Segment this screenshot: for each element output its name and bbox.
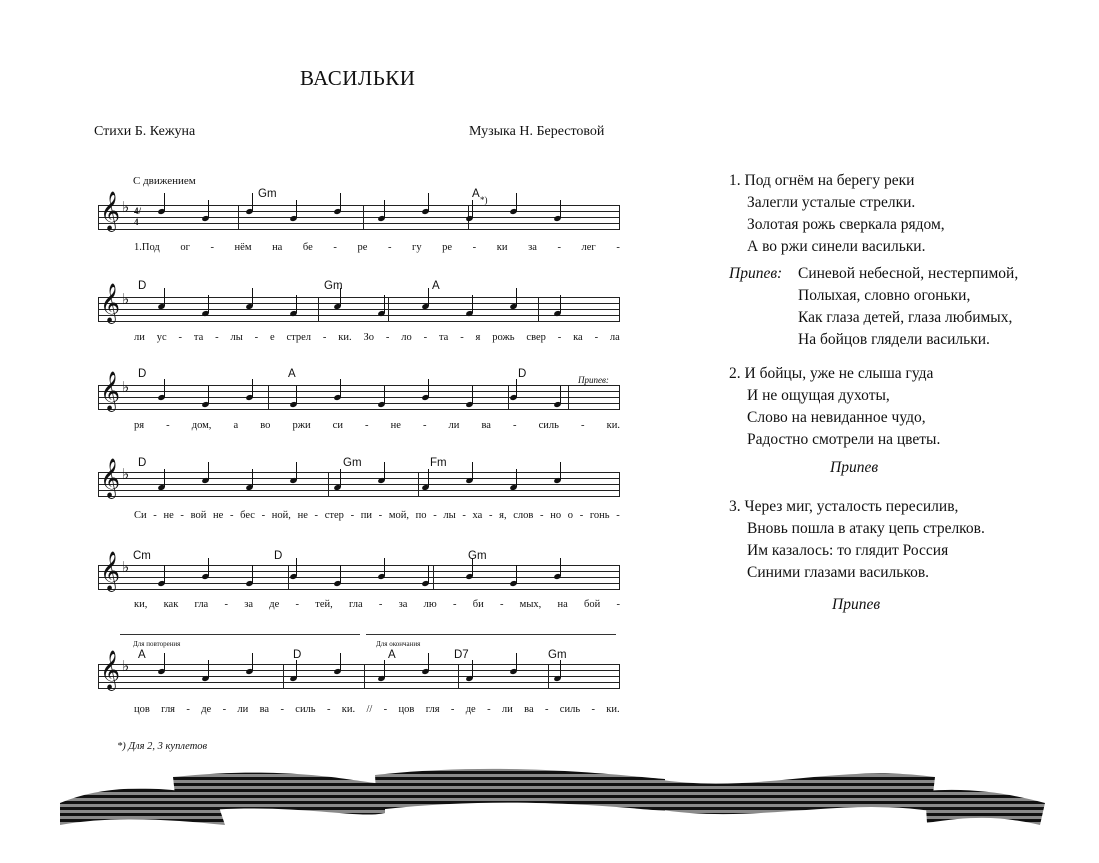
syllable: гля bbox=[161, 704, 176, 715]
chord-symbol: D bbox=[138, 280, 147, 292]
syllable: я, bbox=[499, 510, 507, 521]
chord-symbol: Gm bbox=[324, 280, 343, 292]
syllable: ус bbox=[156, 332, 167, 343]
syllable: та bbox=[438, 332, 449, 343]
syllable: си bbox=[332, 420, 343, 431]
syllable: гля bbox=[425, 704, 440, 715]
volta-1-bracket bbox=[120, 634, 360, 639]
syllable: вой bbox=[190, 510, 207, 521]
note-stem bbox=[428, 469, 429, 487]
syllable: 1.Под bbox=[134, 242, 160, 253]
syllable: во bbox=[260, 420, 271, 431]
syllable: по bbox=[415, 510, 427, 521]
note-stem bbox=[296, 386, 297, 404]
syllable: - bbox=[229, 510, 234, 521]
refrain-label: Припев: bbox=[729, 265, 783, 282]
syllable: - bbox=[215, 332, 219, 343]
note-stem bbox=[560, 200, 561, 218]
syllable: гла bbox=[348, 599, 363, 610]
footnote: *) Для 2, 3 куплетов bbox=[117, 741, 208, 752]
lyrics-syllables-row bbox=[98, 420, 620, 434]
chord-symbol: Cm bbox=[133, 550, 151, 562]
refrain-line: Как глаза детей, глаза любимых, bbox=[798, 309, 1013, 326]
syllable: ржи bbox=[292, 420, 311, 431]
syllable: - bbox=[557, 332, 562, 343]
syllable: силь bbox=[538, 420, 559, 431]
note-stem bbox=[472, 386, 473, 404]
verse-3-line: Вновь пошла в атаку цепь стрелков. bbox=[747, 520, 985, 537]
refrain-line: Синевой небесной, нестерпимой, bbox=[798, 265, 1019, 282]
verse-3-line: Синими глазами васильков. bbox=[747, 564, 930, 581]
syllable: ва bbox=[481, 420, 491, 431]
syllable: но bbox=[550, 510, 562, 521]
syllable: бой bbox=[584, 599, 601, 610]
syllable: - bbox=[385, 332, 390, 343]
chord-symbol: Gm bbox=[548, 649, 567, 661]
syllable: - bbox=[616, 242, 620, 253]
note-stem bbox=[340, 565, 341, 583]
syllable: - bbox=[186, 704, 190, 715]
syllable: // bbox=[366, 704, 373, 715]
key-signature-flat-icon: ♭ bbox=[122, 198, 130, 216]
syllable: - bbox=[422, 420, 427, 431]
syllable: нём bbox=[234, 242, 252, 253]
syllable: - bbox=[326, 704, 331, 715]
syllable: - bbox=[462, 510, 466, 521]
key-signature-flat-icon: ♭ bbox=[122, 465, 130, 483]
syllable: ли bbox=[237, 704, 249, 715]
syllable: - bbox=[280, 704, 284, 715]
syllable: - bbox=[295, 599, 299, 610]
syllable: ли bbox=[501, 704, 513, 715]
lyrics-syllables-row bbox=[98, 599, 620, 613]
syllable: силь bbox=[295, 704, 316, 715]
verse-1 bbox=[729, 170, 945, 258]
chord-row bbox=[98, 188, 620, 202]
lyrics-syllables-row bbox=[98, 510, 620, 524]
chord-row bbox=[98, 649, 620, 663]
syllable: лег bbox=[581, 242, 596, 253]
syllable: лы bbox=[443, 510, 456, 521]
note-stem bbox=[560, 295, 561, 313]
syllable: де bbox=[269, 599, 280, 610]
chord-symbol: Fm bbox=[430, 457, 447, 469]
chord-symbol: Gm bbox=[343, 457, 362, 469]
note-stem bbox=[296, 200, 297, 218]
chord-symbol: D bbox=[274, 550, 283, 562]
syllable: пи bbox=[360, 510, 372, 521]
composer: Музыка Н. Берестовой bbox=[469, 124, 605, 139]
syllable: - bbox=[594, 332, 599, 343]
note-stem bbox=[384, 295, 385, 313]
note-stem bbox=[384, 386, 385, 404]
syllable: лы bbox=[230, 332, 243, 343]
verse-1-line: Золотая рожь сверкала рядом, bbox=[747, 216, 945, 233]
verse-1-line: А во ржи синели васильки. bbox=[747, 238, 926, 255]
syllable: мой, bbox=[388, 510, 409, 521]
syllable: де bbox=[465, 704, 476, 715]
syllable: - bbox=[166, 420, 170, 431]
refrain-marker: Припев: bbox=[578, 375, 609, 385]
syllable: ки. bbox=[606, 420, 620, 431]
syllable: ва bbox=[524, 704, 534, 715]
syllable: слов bbox=[513, 510, 534, 521]
chord-symbol: A bbox=[288, 368, 296, 380]
verse-2-line: 2. И бойцы, уже не слыша гуда bbox=[729, 365, 934, 382]
note-stem bbox=[164, 469, 165, 487]
verse-2-line: Радостно смотрели на цветы. bbox=[747, 431, 941, 448]
syllable: лю bbox=[423, 599, 437, 610]
time-signature: 4/4 bbox=[134, 206, 142, 227]
syllable: - bbox=[453, 599, 457, 610]
st-george-ribbon-image bbox=[55, 765, 1045, 835]
syllable: - bbox=[540, 510, 544, 521]
treble-clef-icon: 𝄞 bbox=[100, 458, 121, 498]
syllable: - bbox=[544, 704, 549, 715]
syllable: де bbox=[201, 704, 212, 715]
syllable: гла bbox=[194, 599, 209, 610]
syllable: - bbox=[387, 242, 392, 253]
syllable: ре bbox=[357, 242, 368, 253]
syllable: - bbox=[222, 704, 227, 715]
syllable: - bbox=[383, 704, 388, 715]
syllable: - bbox=[616, 599, 620, 610]
syllable: а bbox=[233, 420, 239, 431]
chord-row bbox=[98, 280, 620, 294]
syllable: - bbox=[210, 242, 214, 253]
syllable: ки. bbox=[341, 704, 356, 715]
syllable: - bbox=[178, 332, 182, 343]
syllable: ло bbox=[401, 332, 412, 343]
chord-symbol: A bbox=[472, 188, 480, 200]
lyrics-syllables-row bbox=[98, 332, 620, 346]
syllable: силь bbox=[559, 704, 581, 715]
note-stem bbox=[560, 386, 561, 404]
note-stem bbox=[472, 295, 473, 313]
syllable: - bbox=[472, 242, 477, 253]
chord-symbol: A bbox=[432, 280, 440, 292]
volta-1-label: Для повторения bbox=[133, 640, 181, 648]
lyricist: Стихи Б. Кежуна bbox=[94, 124, 196, 139]
lyrics-syllables-row bbox=[98, 704, 620, 718]
chord-symbol: Gm bbox=[468, 550, 487, 562]
syllable: не bbox=[297, 510, 308, 521]
treble-clef-icon: 𝄞 bbox=[100, 551, 121, 591]
syllable: - bbox=[322, 332, 327, 343]
syllable: - bbox=[378, 510, 383, 521]
syllable: ли bbox=[134, 332, 145, 343]
treble-clef-icon: 𝄞 bbox=[100, 650, 121, 690]
verse-1-line: 1. Под огнём на берегу реки bbox=[729, 172, 915, 189]
syllable: за bbox=[528, 242, 537, 253]
note-stem bbox=[296, 295, 297, 313]
verse-3-line: Им казалось: то глядит Россия bbox=[747, 542, 949, 559]
syllable: - bbox=[314, 510, 319, 521]
refrain-line: Полыхая, словно огоньки, bbox=[798, 287, 971, 304]
tempo-marking: С движением bbox=[133, 175, 196, 187]
syllable: би bbox=[472, 599, 484, 610]
syllable: тей, bbox=[315, 599, 333, 610]
syllable: - bbox=[616, 510, 620, 521]
syllable: ог bbox=[180, 242, 190, 253]
note-stem bbox=[208, 386, 209, 404]
syllable: ре bbox=[442, 242, 453, 253]
chord-symbol: D bbox=[293, 649, 302, 661]
note-stem bbox=[252, 565, 253, 583]
chord-symbol: D bbox=[138, 457, 147, 469]
syllable: рожь bbox=[492, 332, 515, 343]
syllable: мых, bbox=[519, 599, 542, 610]
syllable: - bbox=[499, 599, 504, 610]
syllable: - bbox=[333, 242, 337, 253]
syllable: - bbox=[153, 510, 157, 521]
syllable: цов bbox=[398, 704, 415, 715]
chord-symbol: Gm bbox=[258, 188, 277, 200]
note-stem bbox=[252, 469, 253, 487]
verse-3-line: 3. Через миг, усталость пересилив, bbox=[729, 498, 959, 515]
verse-2-line: Слово на невиданное чудо, bbox=[747, 409, 926, 426]
syllable: - bbox=[180, 510, 184, 521]
syllable: ли bbox=[448, 420, 460, 431]
syllable: та bbox=[193, 332, 204, 343]
syllable: ной, bbox=[271, 510, 291, 521]
syllable: ря bbox=[134, 420, 145, 431]
chord-symbol: D7 bbox=[454, 649, 469, 661]
treble-clef-icon: 𝄞 bbox=[100, 191, 121, 231]
syllable: ки, bbox=[134, 599, 148, 610]
note-stem bbox=[164, 565, 165, 583]
chord-symbol: A bbox=[138, 649, 146, 661]
syllable: не bbox=[390, 420, 401, 431]
syllable: е bbox=[269, 332, 275, 343]
syllable: - bbox=[450, 704, 455, 715]
syllable: - bbox=[591, 704, 595, 715]
syllable: гонь bbox=[589, 510, 610, 521]
syllable: - bbox=[378, 599, 383, 610]
syllable: о bbox=[567, 510, 574, 521]
syllable: за bbox=[244, 599, 254, 610]
note-stem bbox=[428, 565, 429, 583]
syllable: Си bbox=[134, 510, 147, 521]
note-stem bbox=[340, 469, 341, 487]
syllable: свер bbox=[526, 332, 546, 343]
syllable: стер bbox=[324, 510, 344, 521]
chord-symbol: D bbox=[138, 368, 147, 380]
volta-2-bracket bbox=[366, 634, 616, 639]
syllable: ки bbox=[496, 242, 508, 253]
lyrics-syllables-row bbox=[98, 242, 620, 256]
syllable: - bbox=[224, 599, 228, 610]
chord-row bbox=[98, 368, 620, 382]
note-stem bbox=[516, 469, 517, 487]
treble-clef-icon: 𝄞 bbox=[100, 371, 121, 411]
syllable: - bbox=[488, 510, 493, 521]
chord-symbol: A bbox=[388, 649, 396, 661]
syllable: Зо bbox=[363, 332, 374, 343]
syllable: не bbox=[213, 510, 224, 521]
syllable: не bbox=[163, 510, 174, 521]
syllable: - bbox=[423, 332, 428, 343]
syllable: - bbox=[254, 332, 259, 343]
syllable: - bbox=[557, 242, 561, 253]
footnote-marker: *) bbox=[480, 195, 488, 205]
volta-2-label: Для окончания bbox=[376, 640, 421, 648]
syllable: на bbox=[557, 599, 568, 610]
syllable: как bbox=[163, 599, 179, 610]
chord-row bbox=[98, 457, 620, 471]
syllable: - bbox=[581, 420, 585, 431]
syllable: - bbox=[350, 510, 355, 521]
syllable: бе bbox=[302, 242, 313, 253]
syllable: за bbox=[398, 599, 408, 610]
syllable: - bbox=[261, 510, 266, 521]
key-signature-flat-icon: ♭ bbox=[122, 290, 130, 308]
syllable: - bbox=[433, 510, 437, 521]
syllable: - bbox=[365, 420, 369, 431]
syllable: ки. bbox=[338, 332, 352, 343]
verse-2 bbox=[729, 363, 940, 451]
syllable: гу bbox=[412, 242, 422, 253]
refrain-reference-1: Припев bbox=[830, 459, 879, 476]
syllable: ки. bbox=[606, 704, 620, 715]
refrain-line: На бойцов глядели васильки. bbox=[798, 331, 990, 348]
syllable: цов bbox=[134, 704, 150, 715]
verse-2-line: И не ощущая духоты, bbox=[747, 387, 890, 404]
chord-symbol: D bbox=[518, 368, 527, 380]
key-signature-flat-icon: ♭ bbox=[122, 558, 130, 576]
verse-3 bbox=[729, 496, 985, 584]
syllable: - bbox=[579, 510, 584, 521]
syllable: - bbox=[487, 704, 491, 715]
note-stem bbox=[384, 200, 385, 218]
syllable: на bbox=[272, 242, 283, 253]
refrain-reference-2: Припев bbox=[832, 596, 881, 613]
syllable: дом, bbox=[191, 420, 212, 431]
syllable: - bbox=[513, 420, 517, 431]
syllable: ва bbox=[259, 704, 270, 715]
chord-row bbox=[98, 550, 620, 564]
syllable: ла bbox=[609, 332, 620, 343]
note-stem bbox=[208, 200, 209, 218]
syllable: ха bbox=[472, 510, 483, 521]
note-stem bbox=[516, 565, 517, 583]
syllable: стрел bbox=[286, 332, 312, 343]
verse-1-line: Залегли усталые стрелки. bbox=[747, 194, 916, 211]
syllable: - bbox=[460, 332, 464, 343]
syllable: я bbox=[475, 332, 481, 343]
note-stem bbox=[472, 200, 473, 218]
refrain bbox=[798, 263, 1018, 351]
song-title: ВАСИЛЬКИ bbox=[300, 66, 416, 90]
note-stem bbox=[208, 295, 209, 313]
key-signature-flat-icon: ♭ bbox=[122, 657, 130, 675]
key-signature-flat-icon: ♭ bbox=[122, 378, 130, 396]
syllable: бес bbox=[240, 510, 255, 521]
syllable: ка bbox=[573, 332, 583, 343]
treble-clef-icon: 𝄞 bbox=[100, 283, 121, 323]
